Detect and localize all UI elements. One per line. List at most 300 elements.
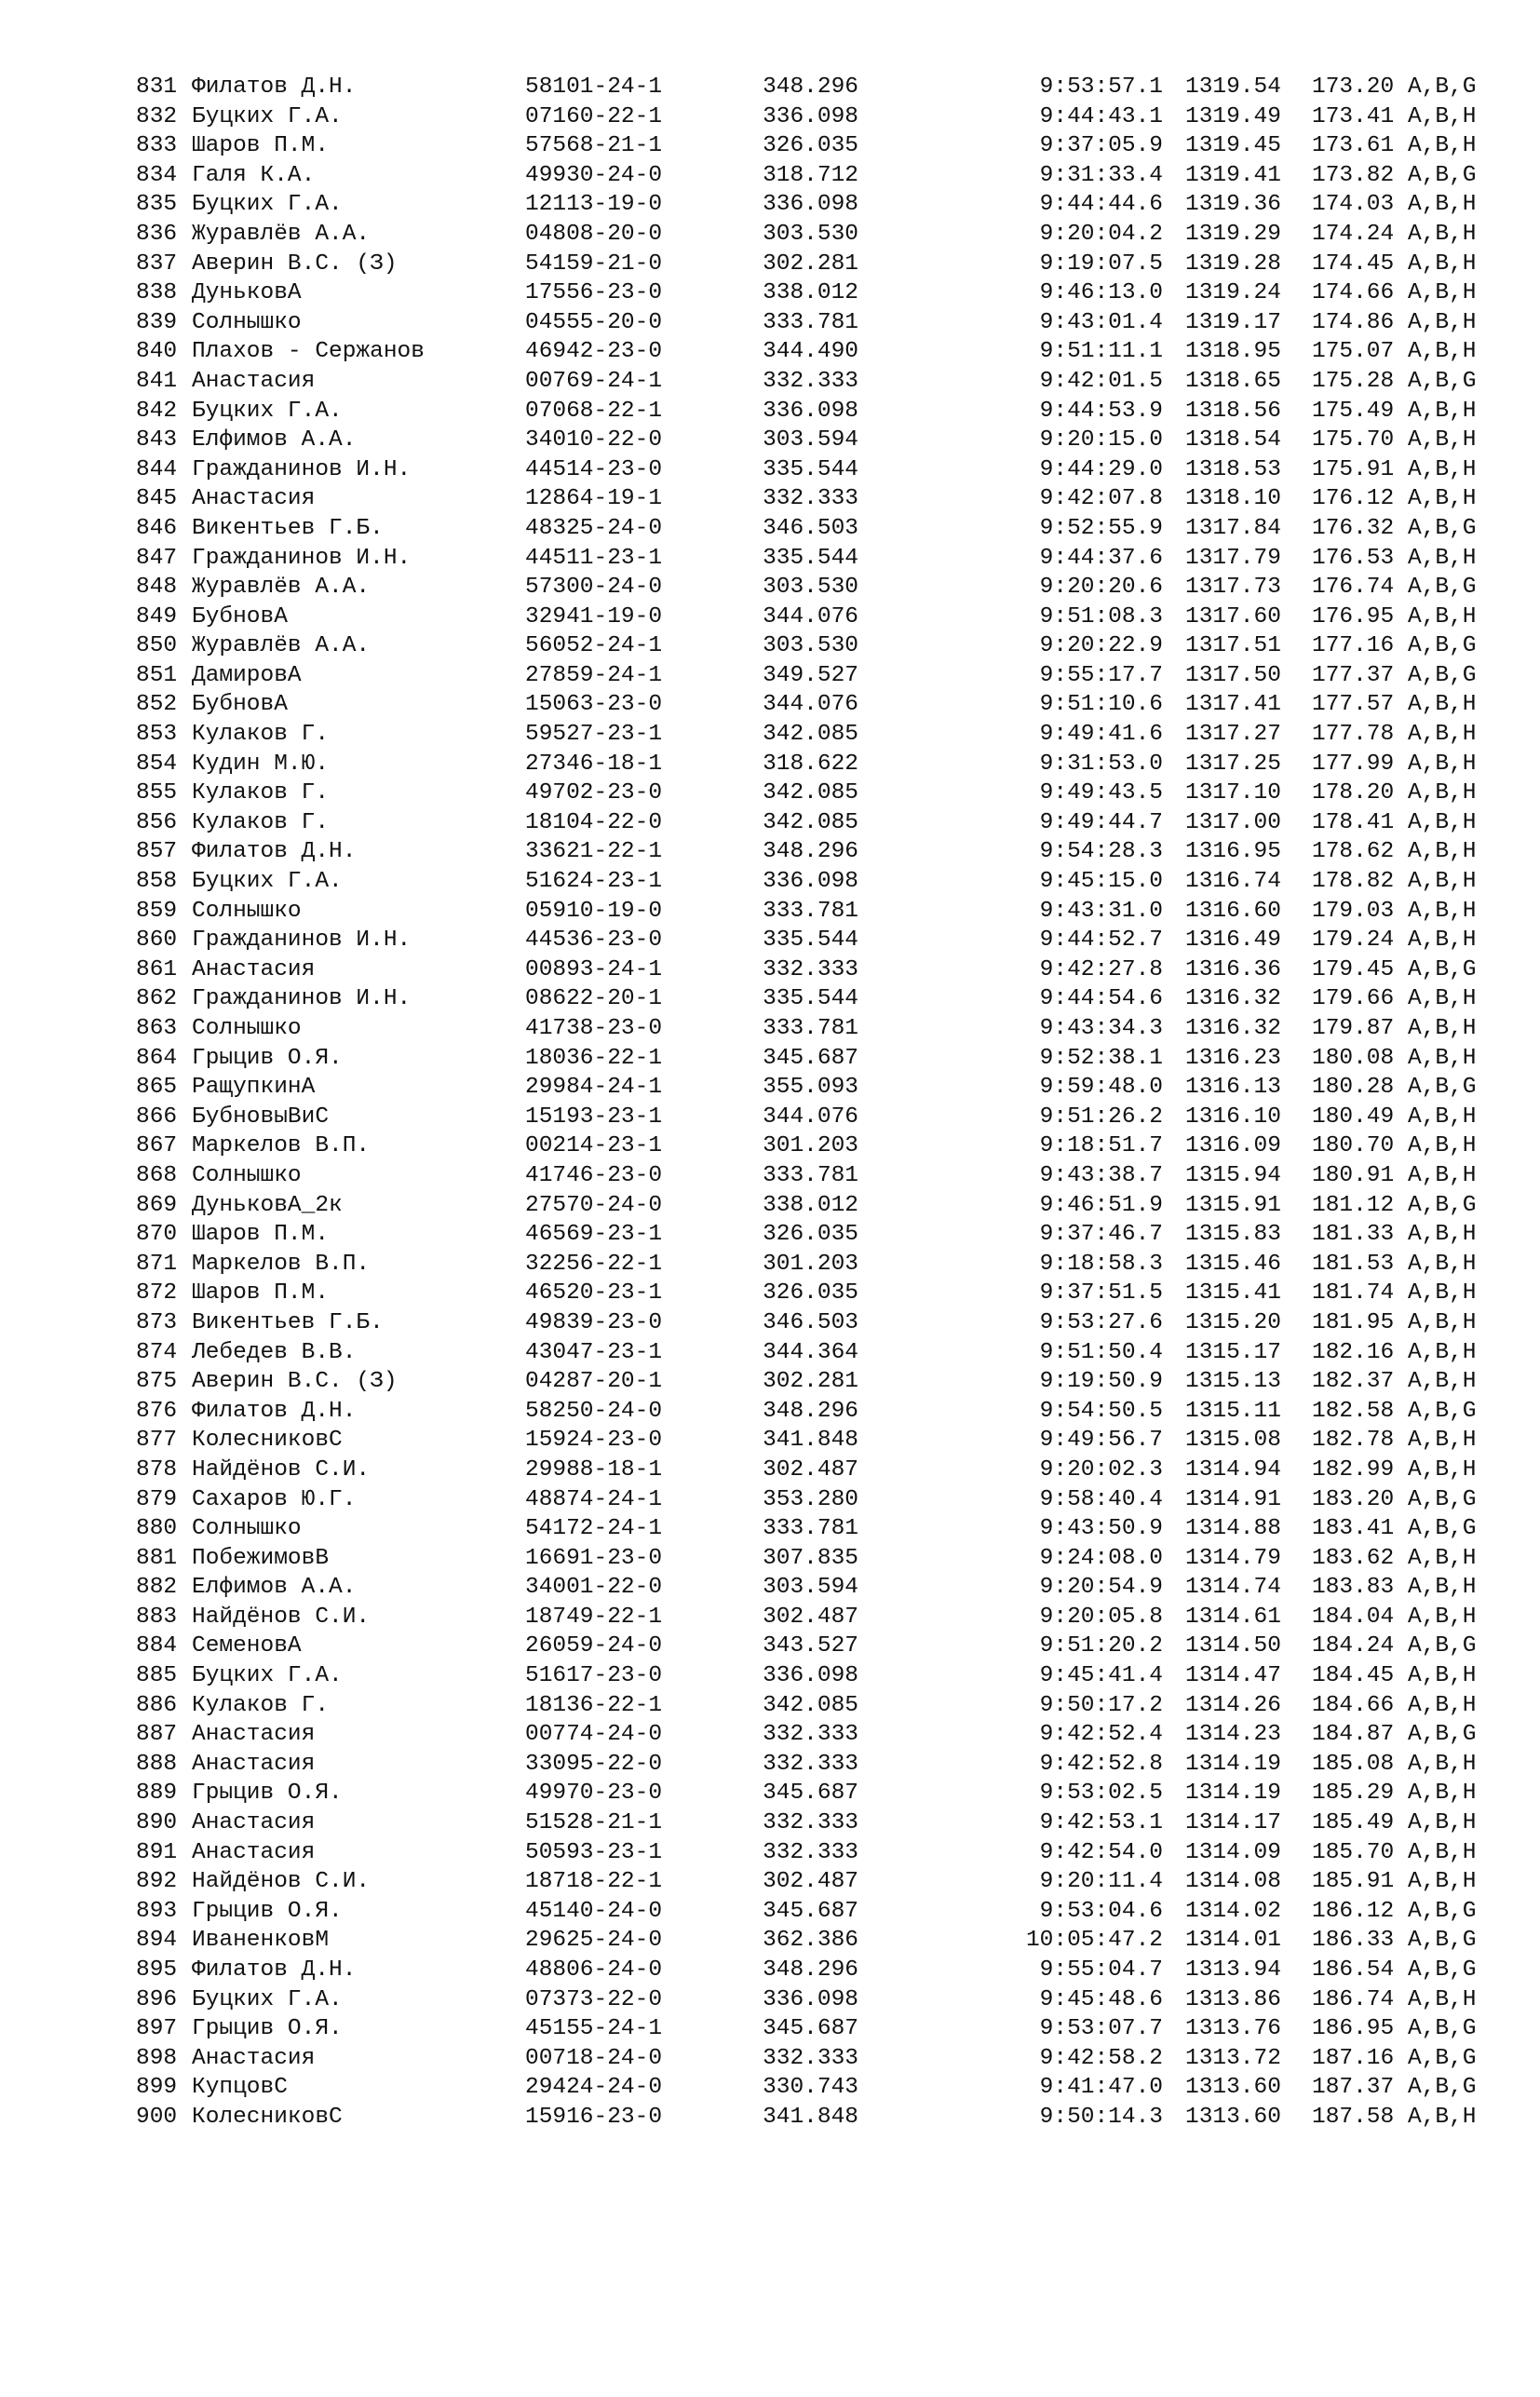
- table-row: [136, 837, 1477, 867]
- flight-time-cell: 9:58:40.4: [1039, 1486, 1163, 1512]
- flight-time-cell: 9:43:50.9: [1039, 1516, 1163, 1542]
- distance-cell: 345.687: [763, 1898, 858, 1924]
- rank-cell: 886: [136, 1692, 178, 1718]
- points-cell: 179.45: [1312, 956, 1395, 982]
- ring-number-cell: 46520-23-1: [525, 1280, 663, 1307]
- ring-number-cell: 04287-20-1: [525, 1369, 663, 1395]
- category-flags-cell: A,B,G: [1408, 1722, 1477, 1748]
- category-flags-cell: A,B,H: [1408, 1751, 1477, 1777]
- speed-cell: 1319.17: [1185, 309, 1281, 335]
- fancier-name-cell: Гражданинов И.Н.: [192, 986, 412, 1012]
- speed-cell: 1314.26: [1185, 1692, 1281, 1718]
- points-cell: 175.49: [1312, 398, 1395, 424]
- table-row: [136, 102, 1477, 132]
- ring-number-cell: 29424-24-0: [525, 2075, 663, 2101]
- ring-number-cell: 04808-20-0: [525, 221, 663, 247]
- rank-cell: 888: [136, 1751, 178, 1777]
- ring-number-cell: 29625-24-0: [525, 1928, 663, 1954]
- fancier-name-cell: Буцких Г.А.: [192, 103, 343, 129]
- speed-cell: 1315.46: [1185, 1251, 1281, 1277]
- flight-time-cell: 9:53:27.6: [1039, 1309, 1163, 1335]
- fancier-name-cell: Анастасия: [192, 956, 316, 982]
- speed-cell: 1313.60: [1185, 2104, 1281, 2130]
- flight-time-cell: 9:18:51.7: [1039, 1133, 1163, 1159]
- fancier-name-cell: Найдёнов С.И.: [192, 1869, 371, 1895]
- category-flags-cell: A,B,H: [1408, 1339, 1477, 1365]
- table-row: [136, 1926, 1477, 1956]
- distance-cell: 302.281: [763, 1369, 858, 1395]
- fancier-name-cell: Грыцив О.Я.: [192, 1045, 343, 1071]
- rank-cell: 890: [136, 1810, 178, 1836]
- flight-time-cell: 9:53:02.5: [1039, 1781, 1163, 1807]
- category-flags-cell: A,B,H: [1408, 1280, 1477, 1307]
- flight-time-cell: 9:43:31.0: [1039, 898, 1163, 924]
- rank-cell: 897: [136, 2016, 178, 2042]
- ring-number-cell: 12113-19-0: [525, 192, 663, 218]
- table-row: [136, 897, 1477, 927]
- table-row: [136, 337, 1477, 367]
- category-flags-cell: A,B,G: [1408, 2016, 1477, 2042]
- ring-number-cell: 57568-21-1: [525, 133, 663, 159]
- points-cell: 182.16: [1312, 1339, 1395, 1365]
- ring-number-cell: 12864-19-1: [525, 486, 663, 512]
- flight-time-cell: 9:49:41.6: [1039, 722, 1163, 748]
- fancier-name-cell: Буцких Г.А.: [192, 192, 343, 218]
- speed-cell: 1319.36: [1185, 192, 1281, 218]
- ring-number-cell: 16691-23-0: [525, 1545, 663, 1571]
- distance-cell: 326.035: [763, 133, 858, 159]
- ring-number-cell: 48325-24-0: [525, 515, 663, 541]
- rank-cell: 898: [136, 2045, 178, 2071]
- category-flags-cell: A,B,H: [1408, 339, 1477, 365]
- rank-cell: 847: [136, 545, 178, 571]
- fancier-name-cell: Буцких Г.А.: [192, 1986, 343, 2012]
- rank-cell: 882: [136, 1575, 178, 1601]
- category-flags-cell: A,B,H: [1408, 1575, 1477, 1601]
- points-cell: 180.28: [1312, 1075, 1395, 1101]
- flight-time-cell: 9:31:33.4: [1039, 162, 1163, 188]
- table-row: [136, 2014, 1477, 2044]
- category-flags-cell: A,B,G: [1408, 1486, 1477, 1512]
- table-row: [136, 1838, 1477, 1868]
- rank-cell: 883: [136, 1604, 178, 1630]
- category-flags-cell: A,B,H: [1408, 133, 1477, 159]
- fancier-name-cell: Буцких Г.А.: [192, 869, 343, 895]
- ring-number-cell: 49930-24-0: [525, 162, 663, 188]
- points-cell: 180.70: [1312, 1133, 1395, 1159]
- distance-cell: 332.333: [763, 486, 858, 512]
- category-flags-cell: A,B,G: [1408, 1928, 1477, 1954]
- rank-cell: 854: [136, 751, 178, 777]
- flight-time-cell: 9:42:54.0: [1039, 1839, 1163, 1865]
- ring-number-cell: 00769-24-1: [525, 368, 663, 394]
- table-row: [136, 1367, 1477, 1397]
- speed-cell: 1314.19: [1185, 1781, 1281, 1807]
- flight-time-cell: 9:53:57.1: [1039, 74, 1163, 100]
- fancier-name-cell: Филатов Д.Н.: [192, 1398, 357, 1424]
- points-cell: 178.82: [1312, 869, 1395, 895]
- rank-cell: 861: [136, 956, 178, 982]
- distance-cell: 332.333: [763, 1839, 858, 1865]
- distance-cell: 303.530: [763, 221, 858, 247]
- points-cell: 176.12: [1312, 486, 1395, 512]
- speed-cell: 1318.65: [1185, 368, 1281, 394]
- rank-cell: 896: [136, 1986, 178, 2012]
- rank-cell: 877: [136, 1428, 178, 1454]
- table-row: [136, 867, 1477, 897]
- speed-cell: 1317.60: [1185, 603, 1281, 630]
- distance-cell: 345.687: [763, 1045, 858, 1071]
- fancier-name-cell: Елфимов А.А.: [192, 1575, 357, 1601]
- distance-cell: 332.333: [763, 1751, 858, 1777]
- speed-cell: 1315.91: [1185, 1192, 1281, 1218]
- fancier-name-cell: Грыцив О.Я.: [192, 1781, 343, 1807]
- table-row: [136, 514, 1477, 544]
- fancier-name-cell: Шаров П.М.: [192, 133, 330, 159]
- category-flags-cell: A,B,G: [1408, 1075, 1477, 1101]
- ring-number-cell: 00214-23-1: [525, 1133, 663, 1159]
- table-row: [136, 1867, 1477, 1897]
- table-row: [136, 1161, 1477, 1191]
- speed-cell: 1318.53: [1185, 456, 1281, 482]
- points-cell: 182.58: [1312, 1398, 1395, 1424]
- points-cell: 174.45: [1312, 251, 1395, 277]
- speed-cell: 1318.54: [1185, 427, 1281, 454]
- distance-cell: 333.781: [763, 1516, 858, 1542]
- table-row: [136, 573, 1477, 603]
- flight-time-cell: 9:51:50.4: [1039, 1339, 1163, 1365]
- fancier-name-cell: Журавлёв А.А.: [192, 575, 371, 601]
- distance-cell: 348.296: [763, 839, 858, 865]
- category-flags-cell: A,B,H: [1408, 1428, 1477, 1454]
- speed-cell: 1318.95: [1185, 339, 1281, 365]
- points-cell: 183.83: [1312, 1575, 1395, 1601]
- fancier-name-cell: СеменовА: [192, 1633, 302, 1659]
- table-row: [136, 455, 1477, 485]
- category-flags-cell: A,B,G: [1408, 2045, 1477, 2071]
- points-cell: 178.20: [1312, 780, 1395, 806]
- points-cell: 184.87: [1312, 1722, 1395, 1748]
- table-row: [136, 1779, 1477, 1808]
- distance-cell: 336.098: [763, 869, 858, 895]
- results-list: [136, 73, 1477, 2133]
- rank-cell: 863: [136, 1016, 178, 1041]
- speed-cell: 1317.10: [1185, 780, 1281, 806]
- speed-cell: 1314.88: [1185, 1516, 1281, 1542]
- flight-time-cell: 9:20:11.4: [1039, 1869, 1163, 1895]
- fancier-name-cell: Найдёнов С.И.: [192, 1604, 371, 1630]
- fancier-name-cell: Филатов Д.Н.: [192, 839, 357, 865]
- rank-cell: 899: [136, 2075, 178, 2101]
- points-cell: 181.95: [1312, 1309, 1395, 1335]
- points-cell: 182.37: [1312, 1369, 1395, 1395]
- rank-cell: 874: [136, 1339, 178, 1365]
- table-row: [136, 1456, 1477, 1485]
- flight-time-cell: 9:55:04.7: [1039, 1957, 1163, 1983]
- table-row: [136, 661, 1477, 691]
- ring-number-cell: 17556-23-0: [525, 280, 663, 306]
- flight-time-cell: 9:43:38.7: [1039, 1162, 1163, 1188]
- speed-cell: 1316.74: [1185, 869, 1281, 895]
- fancier-name-cell: Гражданинов И.Н.: [192, 545, 412, 571]
- rank-cell: 864: [136, 1045, 178, 1071]
- category-flags-cell: A,B,H: [1408, 309, 1477, 335]
- table-row: [136, 1720, 1477, 1750]
- flight-time-cell: 9:54:50.5: [1039, 1398, 1163, 1424]
- distance-cell: 346.503: [763, 515, 858, 541]
- flight-time-cell: 9:53:04.6: [1039, 1898, 1163, 1924]
- speed-cell: 1314.61: [1185, 1604, 1281, 1630]
- distance-cell: 335.544: [763, 928, 858, 954]
- rank-cell: 848: [136, 575, 178, 601]
- speed-cell: 1317.79: [1185, 545, 1281, 571]
- points-cell: 177.16: [1312, 633, 1395, 659]
- category-flags-cell: A,B,H: [1408, 1604, 1477, 1630]
- ring-number-cell: 07068-22-1: [525, 398, 663, 424]
- flight-time-cell: 9:51:11.1: [1039, 339, 1163, 365]
- distance-cell: 346.503: [763, 1309, 858, 1335]
- ring-number-cell: 27570-24-0: [525, 1192, 663, 1218]
- distance-cell: 349.527: [763, 662, 858, 688]
- category-flags-cell: A,B,H: [1408, 1045, 1477, 1071]
- flight-time-cell: 9:45:48.6: [1039, 1986, 1163, 2012]
- flight-time-cell: 9:42:53.1: [1039, 1810, 1163, 1836]
- points-cell: 180.49: [1312, 1104, 1395, 1130]
- speed-cell: 1314.74: [1185, 1575, 1281, 1601]
- distance-cell: 335.544: [763, 456, 858, 482]
- category-flags-cell: A,B,H: [1408, 1133, 1477, 1159]
- flight-time-cell: 9:44:52.7: [1039, 928, 1163, 954]
- speed-cell: 1315.94: [1185, 1162, 1281, 1188]
- table-row: [136, 1691, 1477, 1721]
- points-cell: 177.57: [1312, 692, 1395, 718]
- distance-cell: 335.544: [763, 986, 858, 1012]
- speed-cell: 1319.54: [1185, 74, 1281, 100]
- flight-time-cell: 9:53:07.7: [1039, 2016, 1163, 2042]
- points-cell: 185.08: [1312, 1751, 1395, 1777]
- fancier-name-cell: Аверин В.С. (З): [192, 251, 398, 277]
- fancier-name-cell: Анастасия: [192, 1810, 316, 1836]
- fancier-name-cell: Солнышко: [192, 1016, 302, 1041]
- rank-cell: 838: [136, 280, 178, 306]
- speed-cell: 1314.19: [1185, 1751, 1281, 1777]
- rank-cell: 868: [136, 1162, 178, 1188]
- fancier-name-cell: Анастасия: [192, 486, 316, 512]
- ring-number-cell: 04555-20-0: [525, 309, 663, 335]
- rank-cell: 881: [136, 1545, 178, 1571]
- flight-time-cell: 9:46:13.0: [1039, 280, 1163, 306]
- points-cell: 179.87: [1312, 1016, 1395, 1041]
- distance-cell: 303.594: [763, 1575, 858, 1601]
- speed-cell: 1315.13: [1185, 1369, 1281, 1395]
- fancier-name-cell: Солнышко: [192, 1162, 302, 1188]
- flight-time-cell: 9:44:37.6: [1039, 545, 1163, 571]
- rank-cell: 852: [136, 692, 178, 718]
- speed-cell: 1319.41: [1185, 162, 1281, 188]
- category-flags-cell: A,B,H: [1408, 1692, 1477, 1718]
- category-flags-cell: A,B,G: [1408, 1633, 1477, 1659]
- ring-number-cell: 45140-24-0: [525, 1898, 663, 1924]
- fancier-name-cell: Кудин М.Ю.: [192, 751, 330, 777]
- speed-cell: 1315.11: [1185, 1398, 1281, 1424]
- points-cell: 181.53: [1312, 1251, 1395, 1277]
- distance-cell: 333.781: [763, 309, 858, 335]
- table-row: [136, 1338, 1477, 1368]
- ring-number-cell: 49839-23-0: [525, 1309, 663, 1335]
- flight-time-cell: 9:44:54.6: [1039, 986, 1163, 1012]
- fancier-name-cell: Найдёнов С.И.: [192, 1456, 371, 1483]
- ring-number-cell: 34010-22-0: [525, 427, 663, 454]
- category-flags-cell: A,B,H: [1408, 839, 1477, 865]
- flight-time-cell: 9:43:34.3: [1039, 1016, 1163, 1041]
- rank-cell: 889: [136, 1781, 178, 1807]
- category-flags-cell: A,B,H: [1408, 1986, 1477, 2012]
- category-flags-cell: A,B,H: [1408, 928, 1477, 954]
- rank-cell: 862: [136, 986, 178, 1012]
- table-row: [136, 1514, 1477, 1544]
- table-row: [136, 1279, 1477, 1308]
- points-cell: 173.82: [1312, 162, 1395, 188]
- fancier-name-cell: ИваненковМ: [192, 1928, 330, 1954]
- category-flags-cell: A,B,G: [1408, 368, 1477, 394]
- rank-cell: 894: [136, 1928, 178, 1954]
- table-row: [136, 1103, 1477, 1132]
- speed-cell: 1315.20: [1185, 1309, 1281, 1335]
- flight-time-cell: 9:51:26.2: [1039, 1104, 1163, 1130]
- table-row: [136, 603, 1477, 632]
- flight-time-cell: 9:52:38.1: [1039, 1045, 1163, 1071]
- flight-time-cell: 9:44:29.0: [1039, 456, 1163, 482]
- table-row: [136, 1397, 1477, 1427]
- rank-cell: 865: [136, 1075, 178, 1101]
- speed-cell: 1316.36: [1185, 956, 1281, 982]
- category-flags-cell: A,B,H: [1408, 780, 1477, 806]
- speed-cell: 1314.01: [1185, 1928, 1281, 1954]
- speed-cell: 1315.83: [1185, 1222, 1281, 1248]
- points-cell: 173.61: [1312, 133, 1395, 159]
- points-cell: 183.62: [1312, 1545, 1395, 1571]
- distance-cell: 338.012: [763, 1192, 858, 1218]
- speed-cell: 1317.25: [1185, 751, 1281, 777]
- flight-time-cell: 9:42:52.4: [1039, 1722, 1163, 1748]
- ring-number-cell: 58101-24-1: [525, 74, 663, 100]
- distance-cell: 341.848: [763, 2104, 858, 2130]
- ring-number-cell: 18104-22-0: [525, 809, 663, 835]
- distance-cell: 333.781: [763, 1016, 858, 1041]
- category-flags-cell: A,B,H: [1408, 809, 1477, 835]
- table-row: [136, 1544, 1477, 1574]
- category-flags-cell: A,B,H: [1408, 221, 1477, 247]
- category-flags-cell: A,B,H: [1408, 251, 1477, 277]
- rank-cell: 844: [136, 456, 178, 482]
- category-flags-cell: A,B,G: [1408, 2075, 1477, 2101]
- ring-number-cell: 15063-23-0: [525, 692, 663, 718]
- flight-time-cell: 9:18:58.3: [1039, 1251, 1163, 1277]
- rank-cell: 870: [136, 1222, 178, 1248]
- points-cell: 176.95: [1312, 603, 1395, 630]
- ring-number-cell: 18749-22-1: [525, 1604, 663, 1630]
- flight-time-cell: 9:51:08.3: [1039, 603, 1163, 630]
- points-cell: 184.45: [1312, 1663, 1395, 1689]
- category-flags-cell: A,B,H: [1408, 692, 1477, 718]
- points-cell: 186.74: [1312, 1986, 1395, 2012]
- fancier-name-cell: Солнышко: [192, 1516, 302, 1542]
- fancier-name-cell: Викентьев Г.Б.: [192, 1309, 384, 1335]
- fancier-name-cell: Анастасия: [192, 1839, 316, 1865]
- fancier-name-cell: Анастасия: [192, 368, 316, 394]
- category-flags-cell: A,B,G: [1408, 515, 1477, 541]
- fancier-name-cell: БубновА: [192, 603, 288, 630]
- rank-cell: 880: [136, 1516, 178, 1542]
- fancier-name-cell: Елфимов А.А.: [192, 427, 357, 454]
- category-flags-cell: A,B,H: [1408, 280, 1477, 306]
- distance-cell: 318.622: [763, 751, 858, 777]
- table-row: [136, 544, 1477, 574]
- category-flags-cell: A,B,G: [1408, 575, 1477, 601]
- rank-cell: 843: [136, 427, 178, 454]
- table-row: [136, 1308, 1477, 1338]
- speed-cell: 1317.50: [1185, 662, 1281, 688]
- speed-cell: 1314.02: [1185, 1898, 1281, 1924]
- rank-cell: 875: [136, 1369, 178, 1395]
- category-flags-cell: A,B,H: [1408, 722, 1477, 748]
- points-cell: 185.29: [1312, 1781, 1395, 1807]
- distance-cell: 336.098: [763, 1663, 858, 1689]
- ring-number-cell: 48806-24-0: [525, 1957, 663, 1983]
- table-row: [136, 1808, 1477, 1838]
- speed-cell: 1318.10: [1185, 486, 1281, 512]
- flight-time-cell: 9:20:15.0: [1039, 427, 1163, 454]
- rank-cell: 867: [136, 1133, 178, 1159]
- speed-cell: 1318.56: [1185, 398, 1281, 424]
- distance-cell: 302.487: [763, 1869, 858, 1895]
- table-row: [136, 131, 1477, 161]
- speed-cell: 1314.47: [1185, 1663, 1281, 1689]
- flight-time-cell: 9:50:17.2: [1039, 1692, 1163, 1718]
- rank-cell: 891: [136, 1839, 178, 1865]
- table-row: [136, 1632, 1477, 1661]
- category-flags-cell: A,B,H: [1408, 1869, 1477, 1895]
- ring-number-cell: 46569-23-1: [525, 1222, 663, 1248]
- points-cell: 187.16: [1312, 2045, 1395, 2071]
- speed-cell: 1316.10: [1185, 1104, 1281, 1130]
- rank-cell: 884: [136, 1633, 178, 1659]
- flight-time-cell: 9:20:54.9: [1039, 1575, 1163, 1601]
- speed-cell: 1317.73: [1185, 575, 1281, 601]
- distance-cell: 302.487: [763, 1456, 858, 1483]
- table-row: [136, 779, 1477, 808]
- category-flags-cell: A,B,G: [1408, 633, 1477, 659]
- rank-cell: 878: [136, 1456, 178, 1483]
- table-row: [136, 2103, 1477, 2133]
- distance-cell: 307.835: [763, 1545, 858, 1571]
- ring-number-cell: 07160-22-1: [525, 103, 663, 129]
- distance-cell: 301.203: [763, 1251, 858, 1277]
- points-cell: 181.74: [1312, 1280, 1395, 1307]
- rank-cell: 876: [136, 1398, 178, 1424]
- flight-time-cell: 9:42:52.8: [1039, 1751, 1163, 1777]
- fancier-name-cell: Аверин В.С. (З): [192, 1369, 398, 1395]
- rank-cell: 836: [136, 221, 178, 247]
- points-cell: 186.12: [1312, 1898, 1395, 1924]
- table-row: [136, 1573, 1477, 1603]
- fancier-name-cell: Журавлёв А.А.: [192, 221, 371, 247]
- category-flags-cell: A,B,H: [1408, 545, 1477, 571]
- table-row: [136, 426, 1477, 455]
- category-flags-cell: A,B,H: [1408, 486, 1477, 512]
- rank-cell: 893: [136, 1898, 178, 1924]
- rank-cell: 839: [136, 309, 178, 335]
